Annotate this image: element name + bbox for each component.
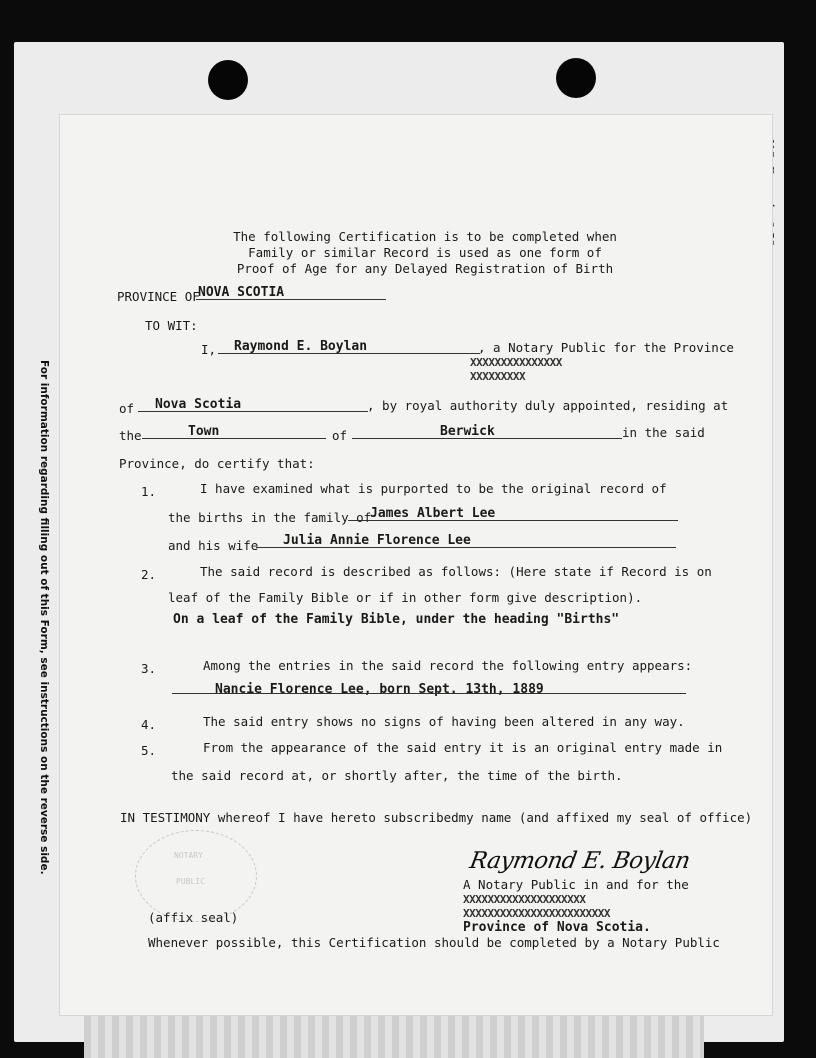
struck-text-3: XXXXXXXXXXXXXXXXXXXX bbox=[463, 893, 586, 906]
births-family-text: the births in the family of bbox=[168, 510, 372, 525]
heading-line-2: Family or similar Record is used as one form of bbox=[248, 245, 602, 260]
underlying-pages bbox=[84, 1012, 704, 1058]
item-2-number: 2. bbox=[141, 567, 157, 582]
father-value: James Albert Lee bbox=[370, 506, 496, 521]
notary-line: A Notary Public in and for the bbox=[463, 877, 689, 892]
item-1-text: I have examined what is purported to be the original record of bbox=[200, 481, 667, 496]
province-label: PROVINCE OF bbox=[117, 289, 200, 304]
seal-text-top: NOTARY bbox=[174, 851, 203, 860]
item-3-text: Among the entries in the said record the following entry appears: bbox=[203, 658, 693, 673]
item-4-text: The said entry shows no signs of having been altered in any way. bbox=[203, 714, 685, 729]
item-3-number: 3. bbox=[141, 661, 157, 676]
record-description: On a leaf of the Family Bible, under the heading "Births" bbox=[173, 612, 620, 627]
province-underline bbox=[196, 299, 386, 300]
footer-note: Whenever possible, this Certification should be completed by a Notary Public bbox=[148, 935, 720, 950]
of-value: Nova Scotia bbox=[155, 397, 242, 412]
mother-value: Julia Annie Florence Lee bbox=[283, 533, 471, 548]
punch-hole-left bbox=[208, 60, 248, 100]
mother-underline bbox=[256, 547, 676, 548]
item-4-number: 4. bbox=[141, 717, 157, 732]
item-5-text-b: the said record at, or shortly after, the time of the birth. bbox=[171, 768, 623, 783]
entry-value: Nancie Florence Lee, born Sept. 13th, 1889 bbox=[215, 682, 544, 697]
notary-name: Raymond E. Boylan bbox=[234, 339, 368, 354]
of-label: of bbox=[119, 401, 135, 416]
struck-text-2: XXXXXXXXX bbox=[470, 370, 526, 383]
to-wit-label: TO WIT: bbox=[145, 318, 198, 333]
item-5-number: 5. bbox=[141, 743, 157, 758]
struck-text-4: XXXXXXXXXXXXXXXXXXXXXXXX bbox=[463, 907, 610, 920]
appointed-text: , by royal authority duly appointed, residing at bbox=[367, 398, 729, 413]
province-value: NOVA SCOTIA bbox=[198, 285, 285, 300]
affix-seal-label: (affix seal) bbox=[148, 910, 239, 925]
town-underline bbox=[142, 438, 326, 439]
item-2-text: The said record is described as follows: (Here state if Record is on bbox=[200, 564, 712, 579]
father-underline bbox=[348, 520, 678, 521]
side-note: For information regarding filling out of this Form, see instructions on the reverse side. bbox=[38, 360, 50, 875]
struck-text-1: XXXXXXXXXXXXXXX bbox=[470, 356, 562, 369]
notary-signature: Raymond E. Boylan bbox=[467, 848, 692, 874]
punch-hole-right bbox=[556, 58, 596, 98]
heading-line-1: The following Certification is to be completed when bbox=[233, 229, 617, 244]
item-5-text: From the appearance of the said entry it is an original entry made in bbox=[203, 740, 723, 755]
entry-underline bbox=[172, 693, 686, 694]
of-underline bbox=[138, 411, 368, 412]
heading-line-3: Proof of Age for any Delayed Registration of Birth bbox=[236, 261, 614, 276]
place-underline bbox=[352, 438, 622, 439]
seal-text-bottom: PUBLIC bbox=[176, 877, 205, 886]
item-2-text-b: leaf of the Family Bible or if in other form give description). bbox=[168, 590, 643, 605]
notary-province: Province of Nova Scotia. bbox=[463, 920, 651, 935]
item-1-number: 1. bbox=[141, 484, 157, 499]
of2-label: of bbox=[332, 428, 348, 443]
notary-seal-emboss bbox=[135, 830, 257, 922]
certify-text: Province, do certify that: bbox=[119, 456, 315, 471]
his-wife-text: and his wife bbox=[168, 538, 259, 553]
i-label: I, bbox=[201, 342, 217, 357]
the-label: the bbox=[119, 428, 142, 443]
notary-role: , a Notary Public for the Province bbox=[478, 340, 734, 355]
place-value: Berwick bbox=[440, 424, 495, 439]
testimony-text: IN TESTIMONY whereof I have hereto subscribedmy name (and affixed my seal of office) bbox=[120, 810, 753, 825]
town-value: Town bbox=[188, 424, 220, 439]
in-said-text: in the said bbox=[622, 425, 705, 440]
notary-name-underline bbox=[218, 353, 480, 354]
